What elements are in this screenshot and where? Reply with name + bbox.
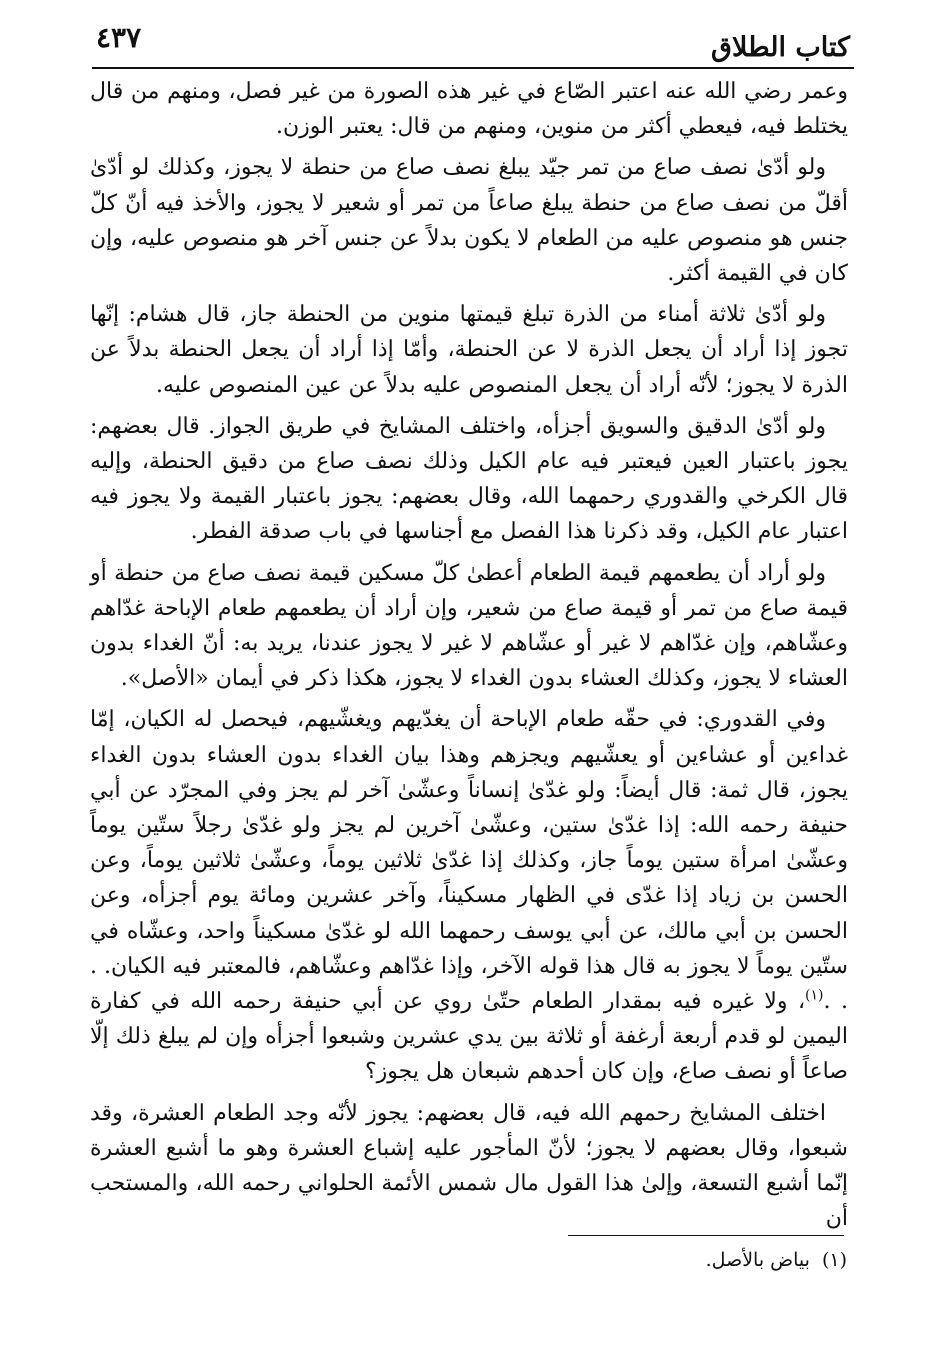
footnote-text: بياض بالأصل. xyxy=(705,1249,810,1271)
paragraph: وعمر رضي الله عنه اعتبر الصّاع في غير هذه الصورة من غير فصل، ومنهم من قال يختلط فيه، فيعطي أكثر من منوين، ومنهم من قال: يعتبر الوزن. xyxy=(90,79,848,140)
page-number: ٤٣٧ xyxy=(96,21,142,54)
header-divider xyxy=(92,67,854,69)
page-header xyxy=(96,18,850,68)
paragraph: ولو أدّىٰ ثلاثة أمناء من الذرة تبلغ قيمتها منوين من الحنطة جاز، قال هشام: إنّها تجوز إذا أراد أن يجعل الذرة لا عن الحنطة، وأمّا إذا أراد أن يجعل الحنطة بدلاً عن الذرة لا يجوز؛ لأنّه أراد أن يجعل المنصوص عليه بدلاً عن عين المنصوص عليه. xyxy=(90,302,848,398)
footnote-reference[interactable]: (١) xyxy=(805,987,824,1004)
footnote-number: (١) xyxy=(821,1249,847,1271)
chapter-title: كتاب الطلاق xyxy=(711,32,850,63)
paragraph: ولو أراد أن يطعمهم قيمة الطعام أعطىٰ كلّ مسكين قيمة نصف صاع من حنطة أو قيمة صاع من تمر أو قيمة صاع من شعير، وإن أراد أن يطعمهم طعام الإباحة غدّاهم وعشّاهم، وإن غدّاهم لا غير أو عشّاهم لا غير لا يجوز عندنا، يريد به: أنّ الغداء بدون العشاء لا يجوز، وكذلك العشاء بدون الغداء لا يجوز، هكذا ذكر في أيمان «الأصل». xyxy=(90,560,848,692)
footnote-divider xyxy=(568,1235,844,1236)
paragraph-part: ، ولا غيره فيه بمقدار الطعام حتّىٰ روي عن أبي حنيفة رحمه الله في كفارة اليمين لو قدم أربعة أرغفة أو ثلاثة بين يدي عشرين وشبعوا أجزأه وإن لم يبلغ ذلك إلّا صاعاً أو نصف صاع، وإن كان أحدهم شبعان هل يجوز؟ xyxy=(90,989,848,1085)
footnote xyxy=(706,1247,847,1273)
paragraph: اختلف المشايخ رحمهم الله فيه، قال بعضهم: يجوز لأنّه وجد الطعام العشرة، وقد شبعوا، وقال بعضهم لا يجوز؛ لأنّ المأجور عليه إشباع العشرة وهو ما أشبع العشرة إنّما أشبع التسعة، وإلىٰ هذا القول مال شمس الأئمة الحلواني رحمه الله، والمستحب أن xyxy=(90,1100,848,1232)
paragraph: ولو أدّىٰ الدقيق والسويق أجزأه، واختلف المشايخ في طريق الجواز. قال بعضهم: يجوز باعتبار العين فيعتبر فيه عام الكيل وذلك نصف صاع من دقيق الحنطة، وإليه قال الكرخي والقدوري رحمهما الله، وقال بعضهم: يجوز باعتبار القيمة ولا يجوز فيه اعتبار عام الكيل، وقد ذكرنا هذا الفصل مع أجناسها في باب صدقة الفطر. xyxy=(90,413,848,545)
main-text xyxy=(90,74,848,1243)
paragraph-with-footnote xyxy=(90,702,848,1089)
paragraph: ولو أدّىٰ نصف صاع من تمر جيّد يبلغ نصف صاع من حنطة لا يجوز، وكذلك لو أدّىٰ أقلّ من نصف صاع من حنطة يبلغ صاعاً من تمر أو شعير لا يجوز، والأخذ فيه أنّ كلّ جنس هو منصوص عليه من الطعام لا يكون بدلاً عن جنس آخر هو منصوص عليه، وإن كان في القيمة أكثر. xyxy=(90,155,848,287)
paragraph-part: وفي القدوري: في حقّه طعام الإباحة أن يغدّيهم ويغشّيهم، فيحصل له الكيان، إمّا غداءين أو عشاءين أو يعشّيهم ويجزهم وهذا بيان الغداء بدون العشاء بدون الغداء يجوز، قال ثمة: قال أيضاً: ولو غدّىٰ إنساناً وعشّىٰ آخر لم يجز وفي المجرّد عن أبي حنيفة رحمه الله: إذا غدّىٰ ستين، وعشّىٰ آخرين لم يجز ولو غدّىٰ رجلاً ستّين يوماً وعشّىٰ امرأة ستين يوماً جاز، وكذلك إذا غدّىٰ ثلاثين يوماً، وعشّىٰ ثلاثين يوماً، وعن الحسن بن زياد إذا غدّى في الظهار مسكيناً، وآخر عشرين ومائة يوم أجزأه، وعن الحسن بن أبي مالك، عن أبي يوسف رحمهما الله لو غدّىٰ مسكيناً واحد، وعشّاه في ستّين يوماً لا يجوز به قال هذا قوله الآخر، وإذا غدّاهم وعشّاهم، فالمعتبر فيه الكيان. . . . xyxy=(89,707,848,1015)
